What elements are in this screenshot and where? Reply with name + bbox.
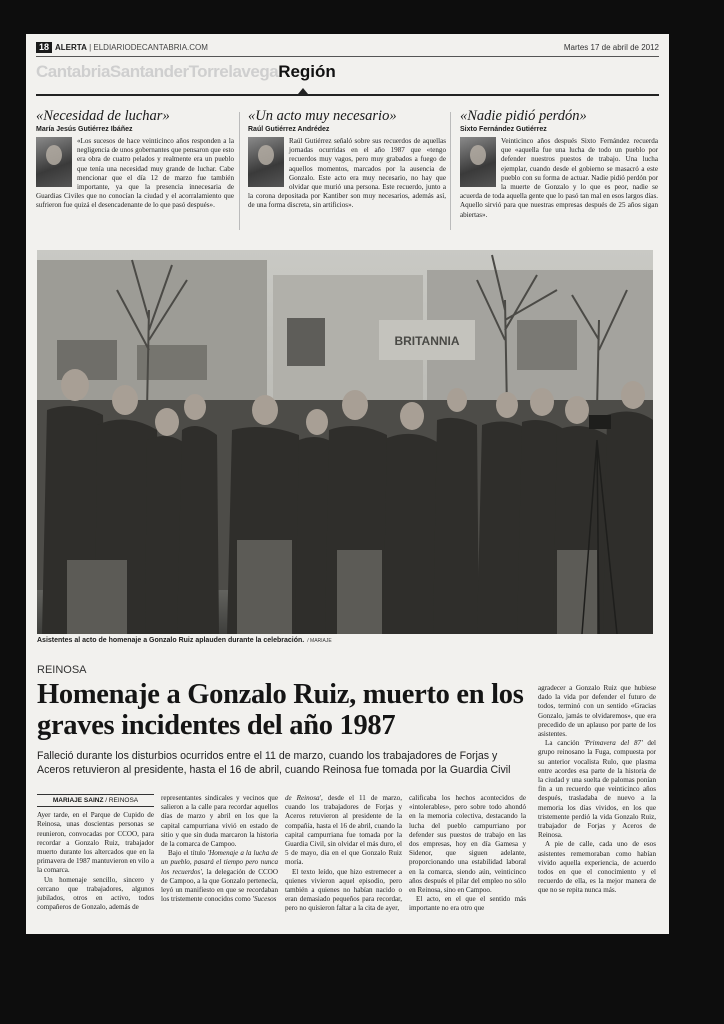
quote-box-3	[460, 108, 658, 234]
page-header	[36, 42, 659, 54]
quote-title: «Necesidad de luchar»	[36, 108, 170, 124]
quote-author: Raúl Gutiérrez Andrédez	[248, 126, 330, 133]
section-tab-cantabria: Cantabria	[36, 62, 110, 81]
quote-text: «Los sucesos de hace veinticinco años responden a la negligencia de unos gobernantes que pensaron que esto era obra de cuatro pelados y realmente era un pueblo que tenía una necesidad muy grande de luchar. Cabe mencionar que el día 12 de marzo fue también importante, ya que la presencia innecesaria de Guardias Civiles que no conocían la ciudad y el acorralamiento que sufrieron fue quizá el desencadenante de lo que pasó después».	[36, 137, 234, 210]
article-column-4	[409, 794, 526, 914]
quote-text: Raúl Gutiérrez señaló sobre sus recuerdos de aquellas jornadas ocurridas en el año 1987 que «tengo recuerdos muy vagos, pero muy grabados a fuego de aquellos momentos, marcados por la ausencia de Gonzalo. Este acto era muy necesario, no hay que olvidar que murió una persona. Este recuerdo, junto a la corona depositada por Kantiber son muy necesarios, además así, de una forma discreta, sin artificios».	[248, 137, 446, 210]
article-paragraph: agradecer a Gonzalo Ruiz que hubiese dado la vida por defender el futuro de todos, terminó con un sentido «Gracias Gonzalo, jamás te olvidaremos», que era precedido de un aplauso por parte de los asistentes.	[538, 684, 656, 739]
newspaper-page	[26, 34, 669, 934]
quote-author: Sixto Fernández Gutiérrez	[460, 126, 547, 133]
article-paragraph: El acto, en el que el sentido más importante no era otro que	[409, 895, 526, 913]
article-column-5	[538, 684, 656, 896]
section-tab-torrelavega: Torrelavega	[188, 62, 279, 81]
quote-box-1	[36, 108, 234, 234]
quote-title: «Nadie pidió perdón»	[460, 108, 587, 124]
byline	[37, 794, 154, 807]
article-paragraph: representantes sindicales y vecinos que salieron a la calle para recordar aquellos días de marzo y abril en los que la capital campurriana vivió en estado de sitio y que sin duda marcaron la historia de la comarca de Campoo.	[161, 794, 278, 849]
quote-box-2	[248, 108, 446, 234]
section-tab-santander: Santander	[109, 62, 189, 81]
quotes-strip	[36, 108, 659, 234]
byline-place: / REINOSA	[103, 797, 139, 804]
crowd-photo	[37, 250, 653, 634]
portrait-photo	[248, 137, 284, 187]
byline-author: MARIAJE SAINZ	[52, 797, 104, 804]
article-paragraph: Bajo el título 'Homenaje a la lucha de un pueblo, pasará el tiempo pero nunca los recuerdos', la delegación de CCOO de Campoo, a la que Gonzalo pertenecía, leyó un manifiesto en que se recordaban los tristemente conocidos como 'Sucesos	[161, 849, 278, 904]
quote-separator	[239, 112, 240, 230]
issue-date: Martes 17 de abril de 2012	[563, 43, 659, 52]
portrait-photo	[460, 137, 496, 187]
section-divider	[36, 94, 659, 96]
shop-sign-text: BRITANNIA	[394, 334, 460, 348]
quote-separator	[450, 112, 451, 230]
portrait-photo	[36, 137, 72, 187]
section-active-region: Región	[278, 62, 336, 81]
photo-caption	[37, 637, 653, 644]
section-nav	[36, 62, 659, 84]
article-headline: Homenaje a Gonzalo Ruiz, muerto en los graves incidentes del año 1987	[37, 679, 524, 741]
caption-text: Asistentes al acto de homenaje a Gonzalo Ruiz aplauden durante la celebración.	[37, 637, 305, 644]
quote-title: «Un acto muy necesario»	[248, 108, 397, 124]
article-paragraph: calificaba los hechos acontecidos de «intolerables», pero sobre todo ahondó en la memoria colectiva, destacando la lucha del pueblo campurriano por defender sus puestos de trabajo en las dos empresas, hoy en día Gamesa y Sidenor, que siguen adelante, proporcionando una estabilidad laboral en la comarca, siendo aún, veinticinco años después el pilar del empleo no sólo en Reinosa, sino en Campoo.	[409, 794, 526, 895]
article-paragraph: Ayer tarde, en el Parque de Cupido de Reinosa, unas doscientas personas se reunieron, convocadas por CCOO, para recordar a Gonzalo Ruiz, trabajador muerto durante los altercados que en la primavera de 1987 mantuvieron en vilo a la comarca.	[37, 811, 155, 875]
quote-author: María Jesús Gutiérrez Ibáñez	[36, 126, 133, 133]
quote-text: Veinticinco años después Sixto Fernández recuerda que «aquella fue una lucha de todo un pueblo por defender nuestros puestos de trabajo. Una lucha ejemplar, cuando desde el gobierno se masacró a este pueblo con su forma de actuar. Nadie pidió perdón por la muerte de Gonzalo y lo que es peor, nadie se acuerda de toda aquella gente que lo pasó tan mal en esos largos días. Aquello sirvió para que nuestras empresas después de 25 años sigan abiertas».	[460, 137, 658, 219]
article-paragraph: A pie de calle, cada uno de esos asistentes rememoraban como habían vivido aquella experiencia, de acuerdo todos en que el conocimiento y el recuerdo de ella, es la mejor manera de que no se repita nunca más.	[538, 840, 656, 895]
article-paragraph: El texto leído, que hizo estremecer a quienes vivieron aquel episodio, pero también a quienes no habían nacido o eran demasiado pequeños para recordar, pero no quisieron faltar a la cita de ayer,	[285, 867, 402, 913]
article-paragraph: Un homenaje sencillo, sincero y cercano que trabajadores, algunos jubilados, otros en activo, todos compañeros de Gonzalo, además de	[37, 875, 154, 912]
site-url: | ELDIARIODECANTABRIA.COM	[86, 43, 208, 52]
page-number: 18	[36, 42, 52, 53]
article-paragraph: de Reinosa', desde el 11 de marzo, cuando los trabajadores de Forjas y Aceros retuvieron al presidente de la compañía, hasta el 16 de abril, cuando la capital campurriana fue tomada por la Guardia Civil, sin olvidar el más duro, el 5 de mayo, día en el que Gonzalo Ruiz moría.	[285, 794, 402, 867]
article-column-2	[161, 794, 278, 904]
article-column-1	[37, 794, 154, 912]
photo-credit: / MARIAJE	[307, 638, 332, 644]
header-divider	[36, 56, 659, 57]
article-paragraph: La canción 'Primavera del 87' del grupo reinosano la Fuga, compuesta por su anterior vocalista Rulo, que plasma entre acordes esa parte de la historia de la ciudad y una suelta de palomas ponían fin a un recuerdo que veinticinco años después, trasladaba de nuevo a la memoria los días vividos, en los que tristemente perdió la vida Gonzalo Ruiz, trabajador de Forjas y Aceros de Reinosa.	[538, 739, 656, 840]
article-subhead: Falleció durante los disturbios ocurridos entre el 11 de marzo, cuando los trabajadores de Forjas y Aceros retuvieron al presidente, hasta el 16 de abril, cuando Reinosa fue tomada por la Guardia Civil	[37, 750, 511, 776]
article-kicker: REINOSA	[37, 664, 87, 676]
brand-name: ALERTA	[55, 43, 87, 52]
article-column-3	[285, 794, 402, 914]
crowd-photo-illustration	[37, 250, 653, 634]
